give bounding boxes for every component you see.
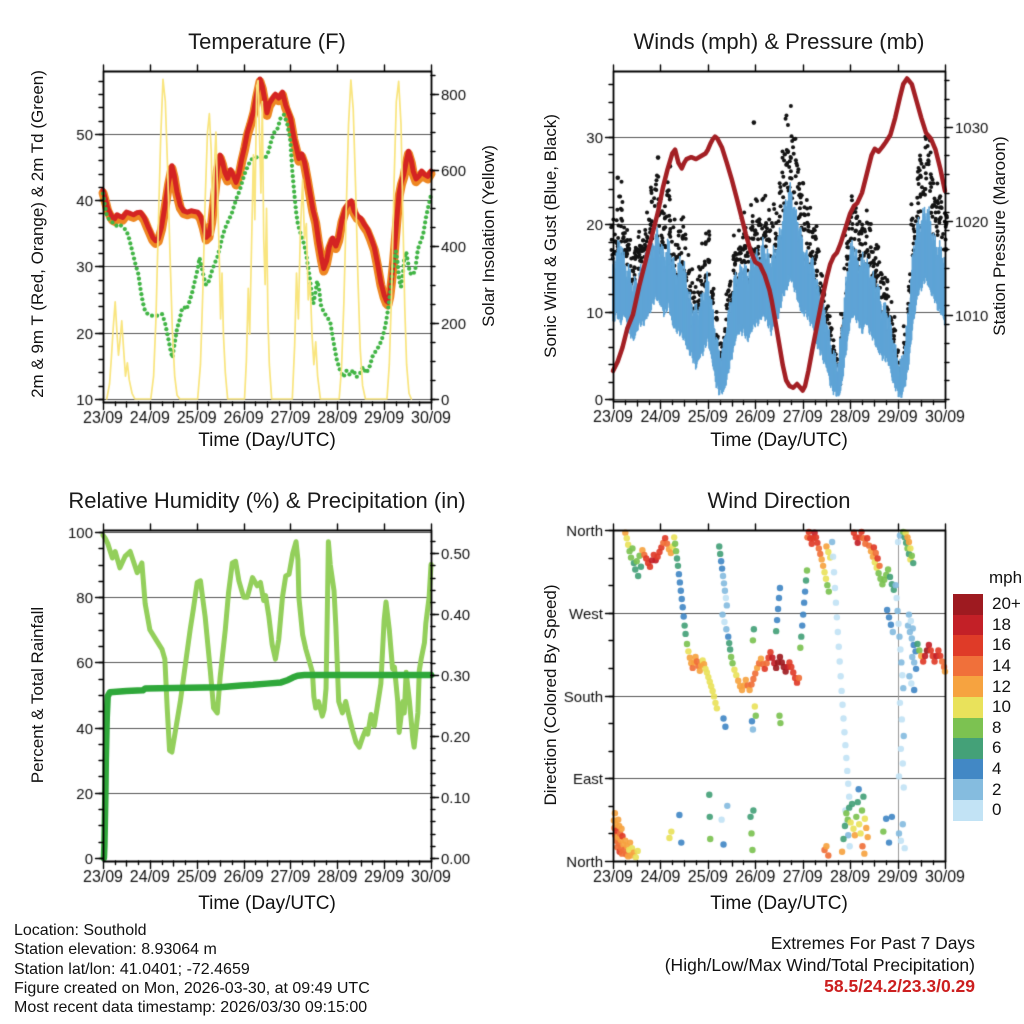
colorbar-row xyxy=(953,594,1024,615)
humidity-precip-chart-title: Relative Humidity (%) & Precipitation (in) xyxy=(68,488,466,513)
data-timestamp-line: Most recent data timestamp: 2026/03/30 09:15:00 xyxy=(14,999,368,1017)
colorbar-label: 4 xyxy=(992,759,1002,779)
colorbar-row xyxy=(953,697,1024,718)
colorbar-label: 14 xyxy=(992,656,1011,676)
temperature-x-axis-label: Time (Day/UTC) xyxy=(198,430,336,451)
winds-pressure-chart-title: Winds (mph) & Pressure (mb) xyxy=(633,29,925,54)
colorbar-label: 20+ xyxy=(992,594,1021,614)
direction-x-axis-label: Time (Day/UTC) xyxy=(710,893,848,914)
colorbar-row xyxy=(953,718,1024,739)
colorbar-row xyxy=(953,800,1024,821)
extremes-values: 58.5/24.2/23.3/0.29 xyxy=(824,976,975,996)
speed-colorbar xyxy=(953,568,1024,821)
colorbar-swatch xyxy=(953,759,983,780)
wind-gust-y-axis-label: Sonic Wind & Gust (Blue, Black) xyxy=(541,114,560,358)
temperature-y-axis-label: 2m & 9m T (Red, Orange) & 2m Td (Green) xyxy=(28,70,47,398)
extremes-summary xyxy=(665,933,975,998)
temperature-chart-title: Temperature (F) xyxy=(188,29,346,54)
colorbar-units-label: mph xyxy=(989,568,1023,587)
percent-rainfall-axis-label: Percent & Total Rainfall xyxy=(28,606,47,784)
colorbar-row xyxy=(953,676,1024,697)
colorbar-label: 18 xyxy=(992,614,1011,634)
colorbar-label: 8 xyxy=(992,717,1002,737)
humidity-x-axis-label: Time (Day/UTC) xyxy=(198,893,336,914)
colorbar-swatch xyxy=(953,594,983,615)
colorbar-swatch xyxy=(953,635,983,656)
wind-direction-chart-title: Wind Direction xyxy=(707,488,851,513)
colorbar-swatch xyxy=(953,738,983,759)
colorbar-label: 2 xyxy=(992,779,1002,799)
colorbar-swatch xyxy=(953,718,983,739)
station-elevation: Station elevation: 8.93064 m xyxy=(14,941,217,959)
direction-y-axis-label: Direction (Colored By Speed) xyxy=(541,584,560,806)
colorbar-row xyxy=(953,738,1024,759)
colorbar-swatch xyxy=(953,800,983,821)
colorbar-row xyxy=(953,779,1024,800)
colorbar-swatch xyxy=(953,656,983,677)
colorbar-row xyxy=(953,656,1024,677)
colorbar-label: 16 xyxy=(992,635,1011,655)
colorbar-row xyxy=(953,635,1024,656)
colorbar-row xyxy=(953,615,1024,636)
colorbar-label: 0 xyxy=(992,800,1002,820)
station-pressure-axis-label: Station Pressure (Maroon) xyxy=(990,136,1009,336)
colorbar-swatch xyxy=(953,676,983,697)
winds-x-axis-label: Time (Day/UTC) xyxy=(710,430,848,451)
station-location: Location: Southold xyxy=(14,922,147,939)
colorbar-swatch xyxy=(953,779,983,800)
extremes-subtitle: (High/Low/Max Wind/Total Precipitation) xyxy=(664,954,975,975)
station-info xyxy=(14,921,370,1017)
colorbar-label: 6 xyxy=(992,738,1002,758)
colorbar-swatch xyxy=(953,697,983,718)
figure-created-line: Figure created on Mon, 2026-03-30, at 09:49 UTC xyxy=(14,979,370,997)
colorbar-label: 12 xyxy=(992,676,1011,696)
colorbar-label: 10 xyxy=(992,697,1011,717)
extremes-title: Extremes For Past 7 Days xyxy=(770,933,975,953)
station-latlon: Station lat/lon: 41.0401; -72.4659 xyxy=(14,960,250,978)
colorbar-row xyxy=(953,759,1024,780)
solar-insolation-axis-label: Solar Insolation (Yellow) xyxy=(479,145,498,327)
colorbar-swatch xyxy=(953,615,983,636)
